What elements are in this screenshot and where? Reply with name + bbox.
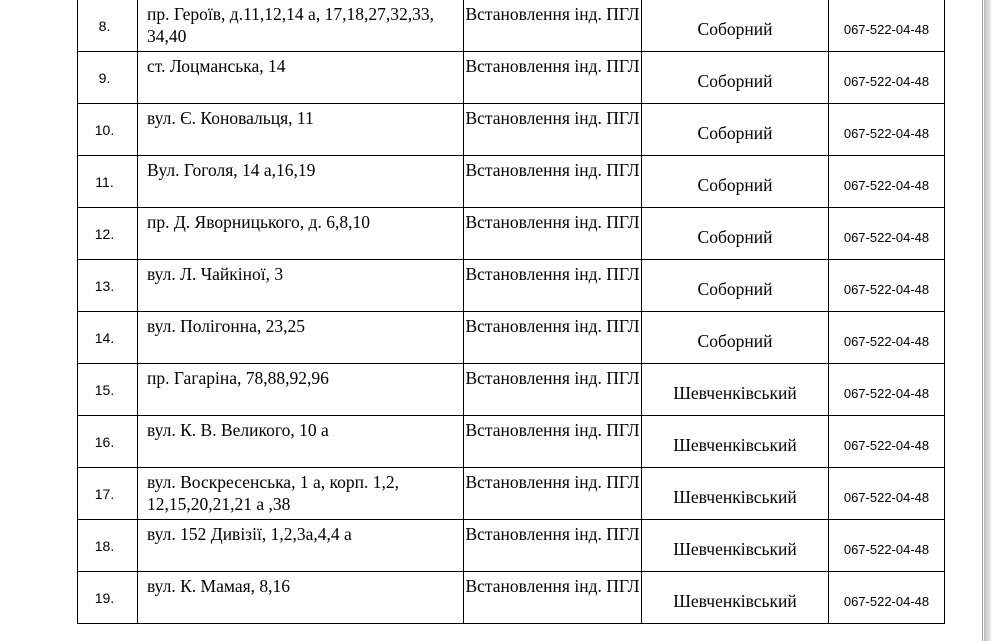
row-number <box>78 260 138 312</box>
work-type-cell-text: Встановлення інд. ПГЛ <box>465 472 640 492</box>
phone-cell-text: 067-522-04-48 <box>843 594 930 609</box>
phone-cell <box>829 364 945 416</box>
address-cell <box>138 52 464 104</box>
phone-cell-text: 067-522-04-48 <box>843 22 930 37</box>
work-type-cell <box>464 468 642 520</box>
district-cell-text: Шевченківський <box>673 539 797 559</box>
table-row <box>78 208 945 260</box>
work-type-cell-text: Встановлення інд. ПГЛ <box>465 160 640 180</box>
table-row <box>78 52 945 104</box>
address-cell <box>138 104 464 156</box>
table-row <box>78 468 945 520</box>
row-number <box>78 364 138 416</box>
table-row <box>78 260 945 312</box>
phone-cell <box>829 312 945 364</box>
district-cell <box>642 520 829 572</box>
row-number <box>78 416 138 468</box>
address-cell-text: Вул. Гоголя, 14 а,16,19 <box>147 160 316 180</box>
phone-cell <box>829 416 945 468</box>
work-type-cell <box>464 364 642 416</box>
district-cell <box>642 104 829 156</box>
district-cell <box>642 468 829 520</box>
table-row <box>78 0 945 52</box>
table-row <box>78 312 945 364</box>
address-cell-text: вул. К. В. Великого, 10 а <box>147 420 329 440</box>
phone-cell-text: 067-522-04-48 <box>843 230 930 245</box>
district-cell-text: Соборний <box>697 71 773 91</box>
work-type-cell <box>464 416 642 468</box>
work-type-cell <box>464 104 642 156</box>
address-cell-text: вул. К. Мамая, 8,16 <box>147 576 291 596</box>
district-cell <box>642 52 829 104</box>
row-number-text: 11. <box>95 173 114 190</box>
district-cell-text: Соборний <box>697 19 773 39</box>
phone-cell <box>829 0 945 52</box>
page-shadow <box>984 0 991 641</box>
address-cell <box>138 416 464 468</box>
phone-cell <box>829 260 945 312</box>
district-cell <box>642 364 829 416</box>
district-cell-text: Соборний <box>697 175 773 195</box>
work-type-cell <box>464 260 642 312</box>
row-number-text: 10. <box>94 121 115 138</box>
row-number <box>78 312 138 364</box>
address-cell <box>138 260 464 312</box>
row-number-text: 14. <box>94 329 115 346</box>
table-row <box>78 520 945 572</box>
work-type-cell-text: Встановлення інд. ПГЛ <box>465 264 640 284</box>
table-row <box>78 364 945 416</box>
district-cell-text: Шевченківський <box>673 487 797 507</box>
phone-cell <box>829 208 945 260</box>
row-number <box>78 520 138 572</box>
work-type-cell <box>464 312 642 364</box>
row-number <box>78 156 138 208</box>
work-type-cell-text: Встановлення інд. ПГЛ <box>465 420 640 440</box>
phone-cell <box>829 520 945 572</box>
work-type-cell-text: Встановлення інд. ПГЛ <box>465 212 640 232</box>
work-type-cell-text: Встановлення інд. ПГЛ <box>465 56 640 76</box>
work-type-cell <box>464 572 642 624</box>
phone-cell-text: 067-522-04-48 <box>843 542 930 557</box>
district-cell <box>642 208 829 260</box>
table-row <box>78 572 945 624</box>
address-cell-text: вул. Воскресенська, 1 а, корп. 1,2, 12,15,20,21,21 а ,38 <box>147 472 399 514</box>
district-cell-text: Шевченківський <box>673 383 797 403</box>
phone-cell-text: 067-522-04-48 <box>843 178 930 193</box>
address-cell <box>138 312 464 364</box>
work-type-cell <box>464 52 642 104</box>
table-row <box>78 416 945 468</box>
row-number <box>78 104 138 156</box>
district-cell <box>642 416 829 468</box>
address-cell <box>138 468 464 520</box>
district-cell-text: Соборний <box>697 123 773 143</box>
row-number <box>78 208 138 260</box>
phone-cell-text: 067-522-04-48 <box>843 386 930 401</box>
work-type-cell-text: Встановлення інд. ПГЛ <box>465 368 640 388</box>
district-cell <box>642 156 829 208</box>
district-cell <box>642 260 829 312</box>
address-cell-text: вул. Л. Чайкіної, 3 <box>147 264 284 284</box>
district-cell <box>642 0 829 52</box>
row-number-text: 8. <box>98 17 111 34</box>
phone-cell-text: 067-522-04-48 <box>843 74 930 89</box>
address-cell-text: ст. Лоцманська, 14 <box>147 56 286 76</box>
district-cell <box>642 312 829 364</box>
phone-cell-text: 067-522-04-48 <box>843 334 930 349</box>
row-number-text: 15. <box>94 381 115 398</box>
table-row <box>78 156 945 208</box>
work-type-cell <box>464 520 642 572</box>
district-cell-text: Соборний <box>697 227 773 247</box>
district-cell-text: Соборний <box>697 279 773 299</box>
work-type-cell-text: Встановлення інд. ПГЛ <box>465 108 640 128</box>
row-number-text: 17. <box>94 485 115 502</box>
row-number-text: 16. <box>94 433 115 450</box>
district-cell-text: Шевченківський <box>673 435 797 455</box>
work-type-cell <box>464 156 642 208</box>
address-cell-text: вул. Полігонна, 23,25 <box>147 316 305 336</box>
phone-cell-text: 067-522-04-48 <box>843 282 930 297</box>
address-cell <box>138 156 464 208</box>
work-type-cell-text: Встановлення інд. ПГЛ <box>465 4 640 24</box>
phone-cell <box>829 104 945 156</box>
row-number <box>78 0 138 52</box>
row-number-text: 12. <box>94 225 115 242</box>
phone-cell <box>829 572 945 624</box>
work-type-cell-text: Встановлення інд. ПГЛ <box>465 524 640 544</box>
phone-cell-text: 067-522-04-48 <box>843 126 930 141</box>
row-number <box>78 572 138 624</box>
address-cell-text: вул. Є. Коновальця, 11 <box>147 108 314 128</box>
row-number-text: 18. <box>94 537 115 554</box>
address-cell-text: пр. Гагаріна, 78,88,92,96 <box>147 368 329 388</box>
row-number-text: 19. <box>94 589 115 606</box>
address-cell-text: вул. 152 Дивізії, 1,2,3а,4,4 а <box>147 524 352 544</box>
address-cell-text: пр. Героїв, д.11,12,14 а, 17,18,27,32,33, 34,40 <box>147 4 434 46</box>
phone-cell <box>829 156 945 208</box>
work-type-cell <box>464 208 642 260</box>
district-cell <box>642 572 829 624</box>
row-number <box>78 52 138 104</box>
works-table-body <box>78 0 945 624</box>
phone-cell-text: 067-522-04-48 <box>843 438 930 453</box>
address-cell-text: пр. Д. Яворницького, д. 6,8,10 <box>147 212 370 232</box>
address-cell <box>138 208 464 260</box>
row-number-text: 13. <box>94 277 115 294</box>
address-cell <box>138 520 464 572</box>
works-table <box>77 0 945 624</box>
address-cell <box>138 0 464 52</box>
work-type-cell-text: Встановлення інд. ПГЛ <box>465 576 640 596</box>
phone-cell <box>829 52 945 104</box>
row-number <box>78 468 138 520</box>
phone-cell <box>829 468 945 520</box>
address-cell <box>138 364 464 416</box>
row-number-text: 9. <box>98 69 111 86</box>
district-cell-text: Соборний <box>697 331 773 351</box>
phone-cell-text: 067-522-04-48 <box>843 490 930 505</box>
address-cell <box>138 572 464 624</box>
table-row <box>78 104 945 156</box>
work-type-cell <box>464 0 642 52</box>
work-type-cell-text: Встановлення інд. ПГЛ <box>465 316 640 336</box>
district-cell-text: Шевченківський <box>673 591 797 611</box>
